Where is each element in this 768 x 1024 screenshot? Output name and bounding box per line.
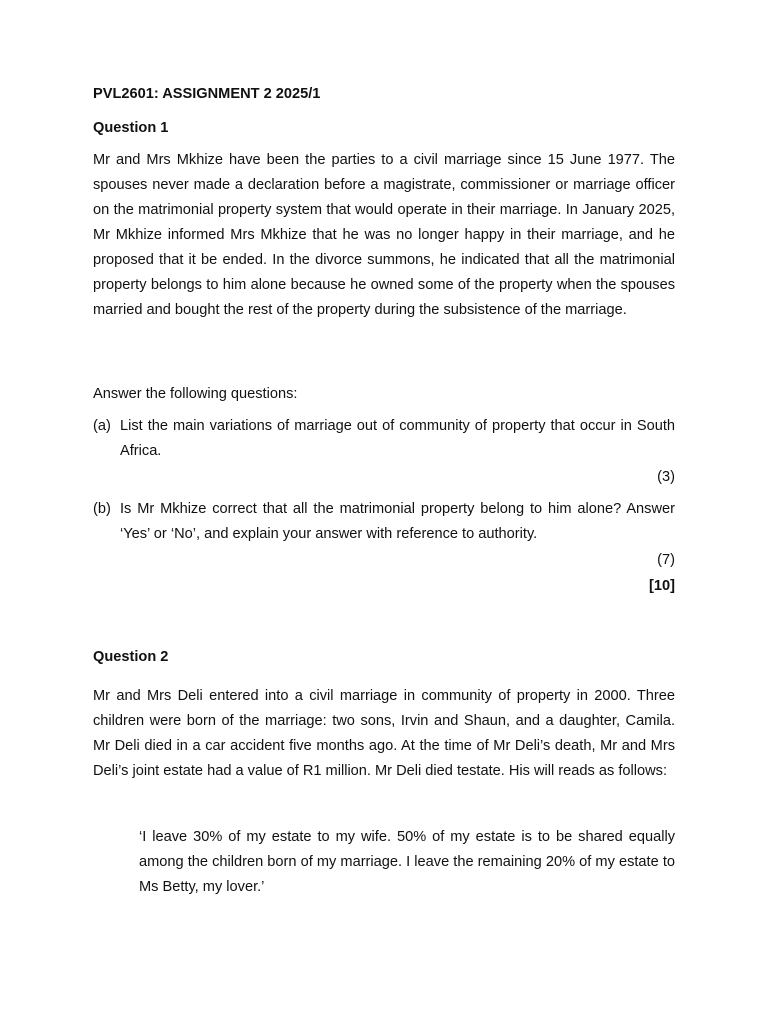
question-1-heading: Question 1 — [93, 120, 169, 136]
question-1-instruction: Answer the following questions: — [93, 386, 298, 402]
question-2-scenario: Mr and Mrs Deli entered into a civil marriage in community of property in 2000. Three children were born of the marriage: two sons, Irvin and Shaun, and a daughter, Camila. Mr Deli died in a car accident five months ago. At the time of Mr Deli’s death, Mr and Mrs Deli’s joint estate had a value of R1 million. Mr Deli died testate. His will reads as follows: — [93, 688, 675, 779]
item-a-marks: (3) — [657, 469, 675, 485]
question-2-heading: Question 2 — [93, 649, 169, 665]
item-text: List the main variations of marriage out of community of property that occur in South Africa. — [120, 418, 675, 459]
question-1-item-b — [93, 497, 675, 547]
question-1-item-a — [93, 414, 675, 464]
item-label: (b) — [93, 501, 111, 517]
question-1-total-marks: [10] — [649, 578, 675, 594]
assignment-title: PVL2601: ASSIGNMENT 2 2025/1 — [93, 86, 321, 102]
will-quote: ‘I leave 30% of my estate to my wife. 50% of my estate is to be shared equally among the children born of my marriage. I leave the remaining 20% of my estate to Ms Betty, my lover.’ — [139, 829, 675, 895]
question-1-scenario: Mr and Mrs Mkhize have been the parties to a civil marriage since 15 June 1977. The spouses never made a declaration before a magistrate, commissioner or marriage officer on the matrimonial property system that would operate in their marriage. In January 2025, Mr Mkhize informed Mrs Mkhize that he was no longer happy in their marriage, and he proposed that it be ended. In the divorce summons, he indicated that all the matrimonial property belongs to him alone because he owned some of the property when the spouses married and bought the rest of the property during the subsistence of the marriage. — [93, 152, 675, 318]
item-b-marks: (7) — [657, 552, 675, 568]
item-text: Is Mr Mkhize correct that all the matrimonial property belong to him alone? Answer ‘Yes’ or ‘No’, and explain your answer with reference to authority. — [120, 501, 675, 542]
item-label: (a) — [93, 418, 111, 434]
